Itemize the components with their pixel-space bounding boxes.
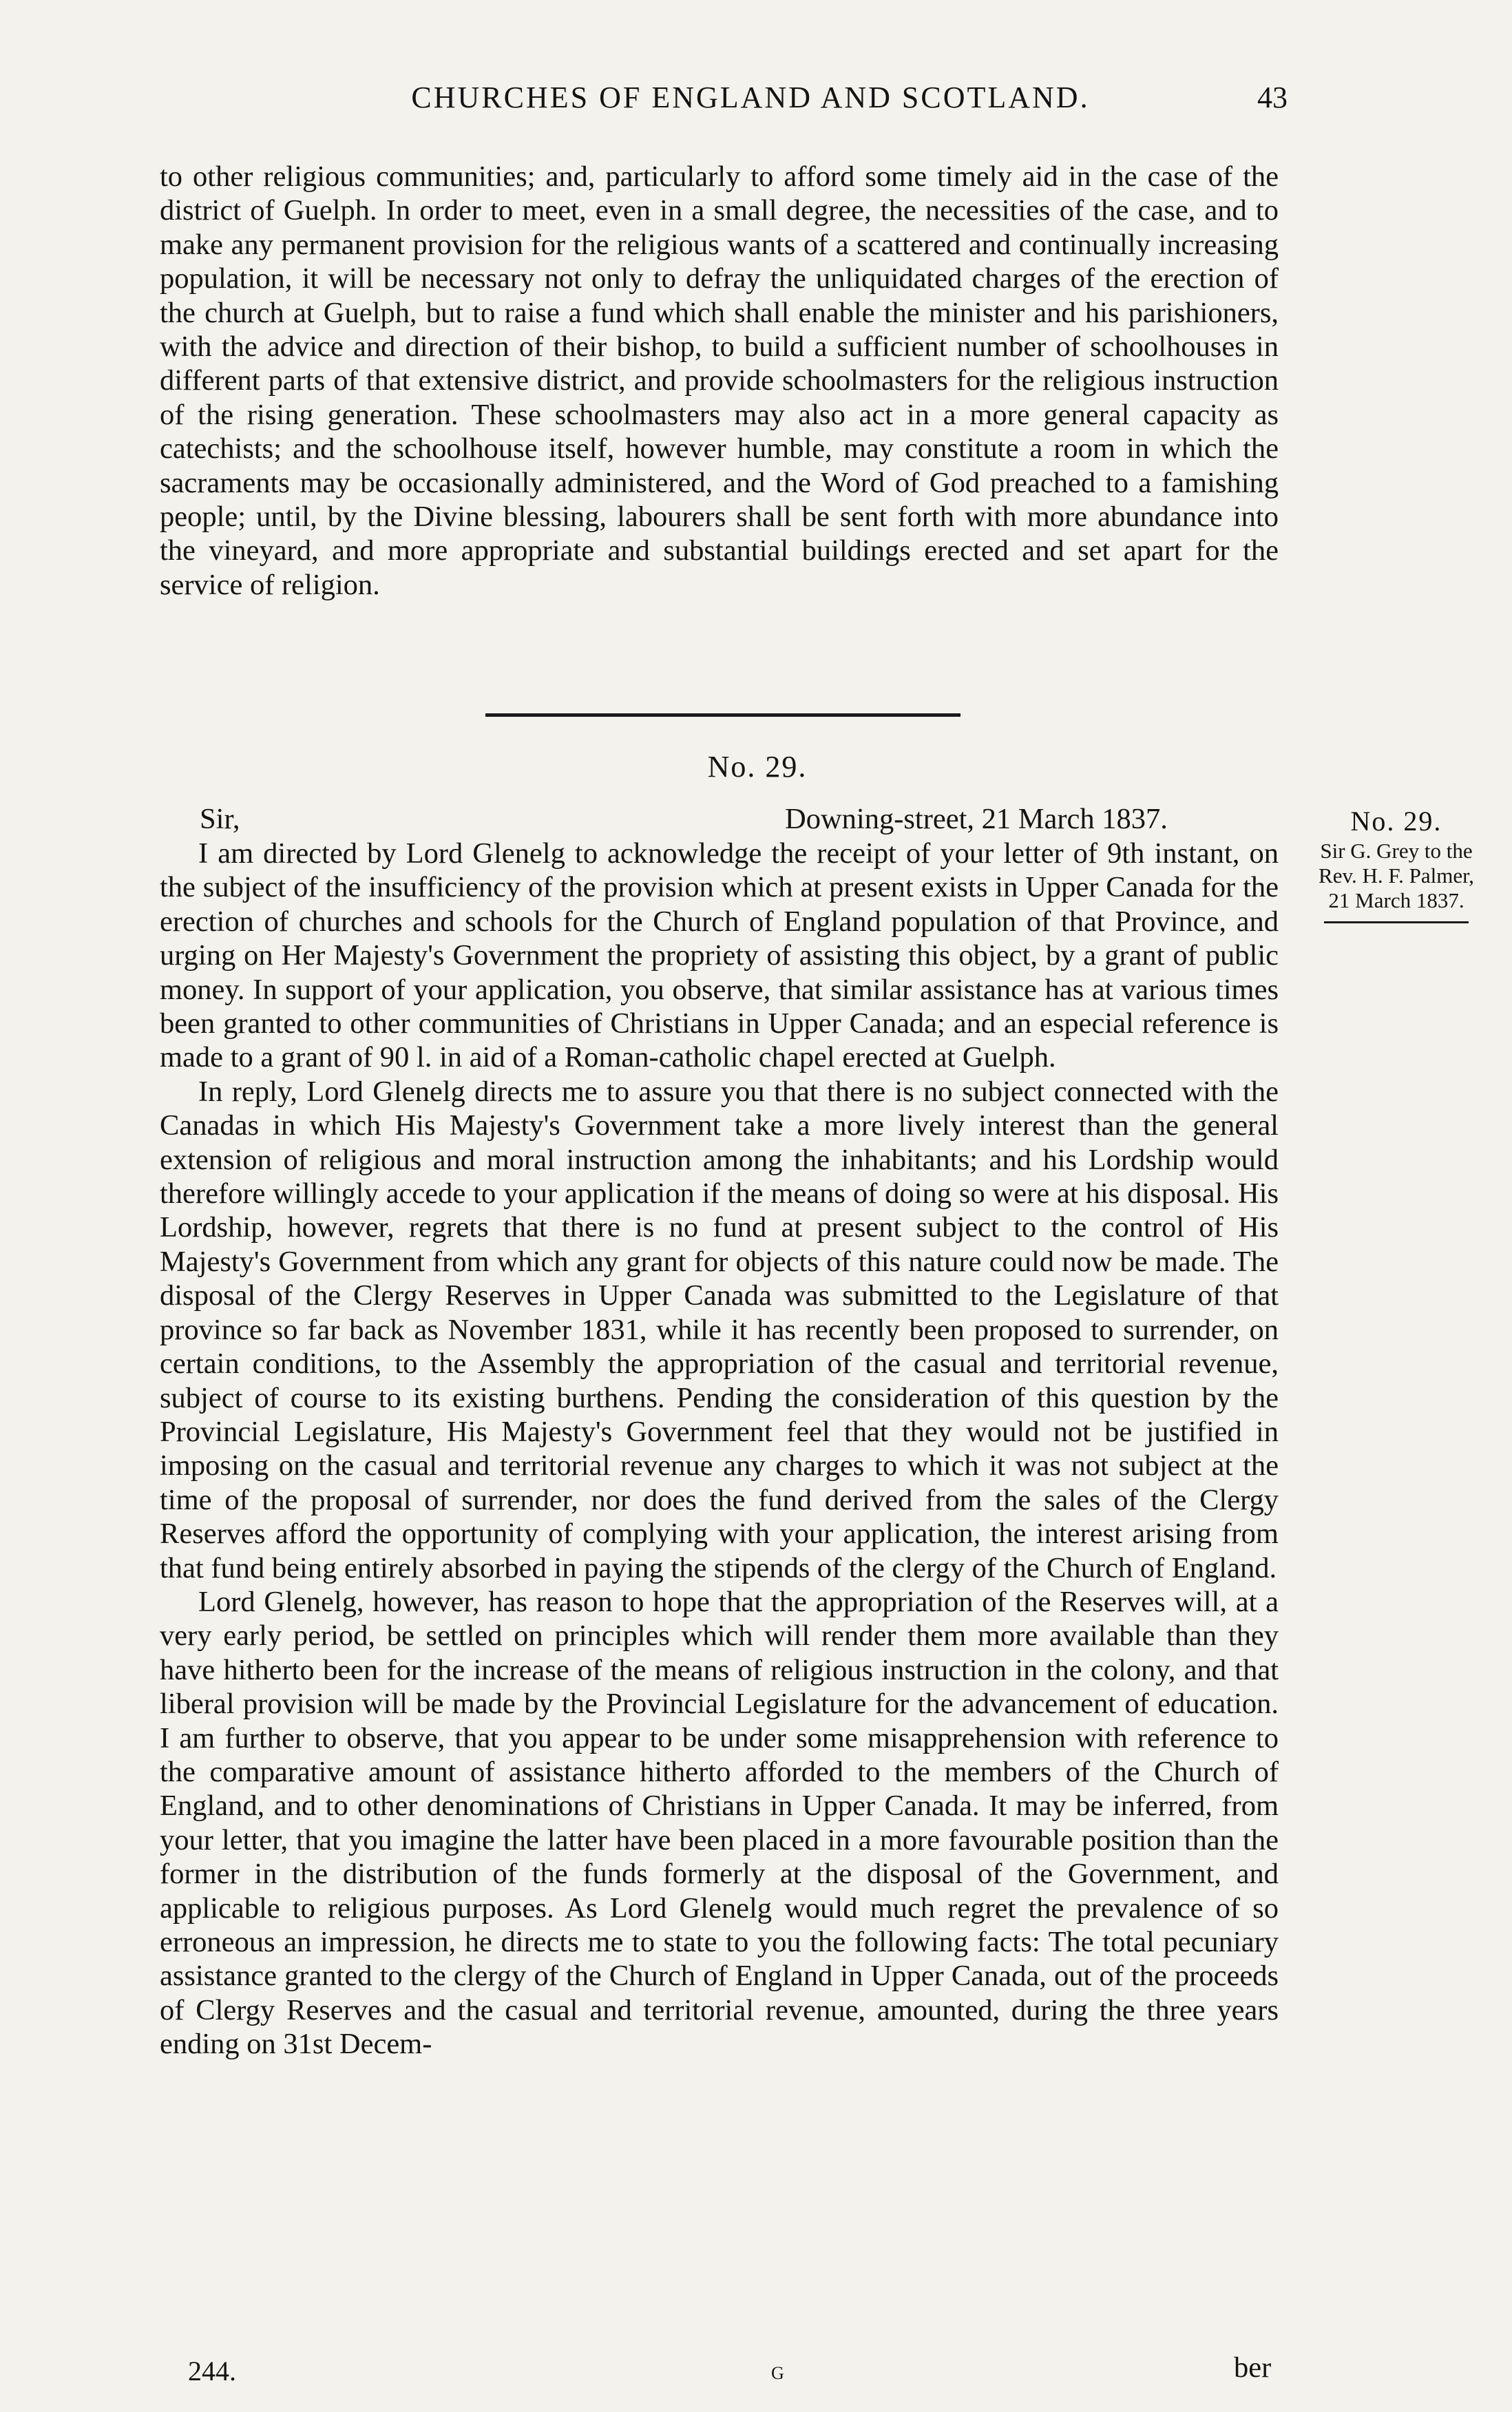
section-divider (485, 713, 960, 717)
body-paragraph: In reply, Lord Glenelg directs me to assure you that there is no subject connected with the Canadas in which His Majesty's Government take a more lively interest than the general extension of religious and moral instruction among the inhabitants; and his Lordship would therefore willingly accede to your application if the means of doing so were at his disposal. His Lordship, however, regrets that there is no fund at present subject to the control of His Majesty's Government from which any grant for objects of this nature could now be made. The disposal of the Clergy Reserves in Upper Canada was submitted to the Legislature of that province so far back as November 1831, while it has recently been proposed to surrender, on certain conditions, to the Assembly the appropriation of the casual and territorial revenue, subject of course to its existing burthens. Pending the consideration of this question by the Provincial Legislature, His Majesty's Government feel that they would not be justified in imposing on the casual and territorial revenue any charges to which it was not subject at the time of the proposal of surrender, nor does the fund derived from the sales of the Clergy Reserves afford the opportunity of complying with your application, the interest arising from that fund being entirely absorbed in paying the stipends of the clergy of the Church of England. (160, 1075, 1279, 1584)
salutation: Sir, (200, 803, 240, 835)
margin-note-number: No. 29. (1350, 806, 1442, 837)
document-number: No. 29. (707, 750, 808, 784)
letter-body (160, 837, 1279, 2062)
salutation-line (200, 802, 1279, 836)
body-paragraph: to other religious communities; and, particularly to afford some timely aid in the case of the district of Guelph. In order to meet, even in a small degree, the necessities of the case, and to make any permanent provision for the religious wants of a scattered and continually increasing population, it will be necessary not only to defray the unliquidated charges of the erection of the church at Guelph, but to raise a fund which shall enable the minister and his parishioners, with the advice and direction of their bishop, to build a sufficient number of schoolhouses in different parts of that extensive district, and provide schoolmasters for the religious instruction of the rising generation. These schoolmasters may also act in a more general capacity as catechists; and the schoolhouse itself, however humble, may constitute a room in which the sacraments may be occasionally administered, and the Word of God preached to a famishing people; until, by the Divine blessing, labourers shall be sent forth with more abundance into the vineyard, and more appropriate and substantial buildings erected and set apart for the service of religion. (160, 160, 1279, 601)
page-number: 43 (1257, 81, 1288, 114)
body-paragraph: I am directed by Lord Glenelg to acknowledge the receipt of your letter of 9th instant, on the subject of the insufficiency of the provision which at present exists in Upper Canada for the erection of churches and schools for the Church of England population of that Province, and urging on Her Majesty's Government the propriety of assisting this object, by a grant of public money. In support of your application, you observe, that similar assistance has at various times been granted to other communities of Christians in Upper Canada; and an especial reference is made to a grant of 90 l. in aid of a Roman-catholic chapel erected at Guelph. (160, 837, 1279, 1074)
signature-mark: 244. (188, 2356, 236, 2387)
margin-note-line: Rev. H. F. Palmer, (1319, 863, 1474, 888)
dateline: Downing-street, 21 March 1837. (785, 803, 1168, 835)
signature-letter: G (771, 2363, 784, 2383)
catchword: ber (1234, 2351, 1272, 2384)
running-title: CHURCHES OF ENGLAND AND SCOTLAND. (411, 81, 1090, 114)
margin-note (1286, 804, 1506, 923)
margin-note-line: Sir G. Grey to the (1320, 839, 1473, 863)
body-paragraph: Lord Glenelg, however, has reason to hope that the appropriation of the Reserves will, at a very early period, be settled on principles which will render them more available than they have hitherto been for the increase of the means of religious instruction in the colony, and that liberal provision will be made by the Provincial Legislature for the advancement of education. I am further to observe, that you appear to be under some misapprehension with reference to the comparative amount of assistance hitherto afforded to the members of the Church of England, and to other denominations of Christians in Upper Canada. It may be inferred, from your letter, that you imagine the latter have been placed in a more favourable position than the former in the distribution of the funds formerly at the disposal of the Government, and applicable to religious purposes. As Lord Glenelg would much regret the prevalence of so erroneous an impression, he directs me to state to you the following facts: The total pecuniary assistance granted to the clergy of the Church of England in Upper Canada, out of the proceeds of Clergy Reserves and the casual and territorial revenue, amounted, during the three years ending on 31st Decem- (160, 1585, 1279, 2061)
margin-note-rule (1324, 921, 1469, 923)
continued-text (160, 160, 1279, 602)
margin-note-line: 21 March 1837. (1328, 888, 1464, 912)
